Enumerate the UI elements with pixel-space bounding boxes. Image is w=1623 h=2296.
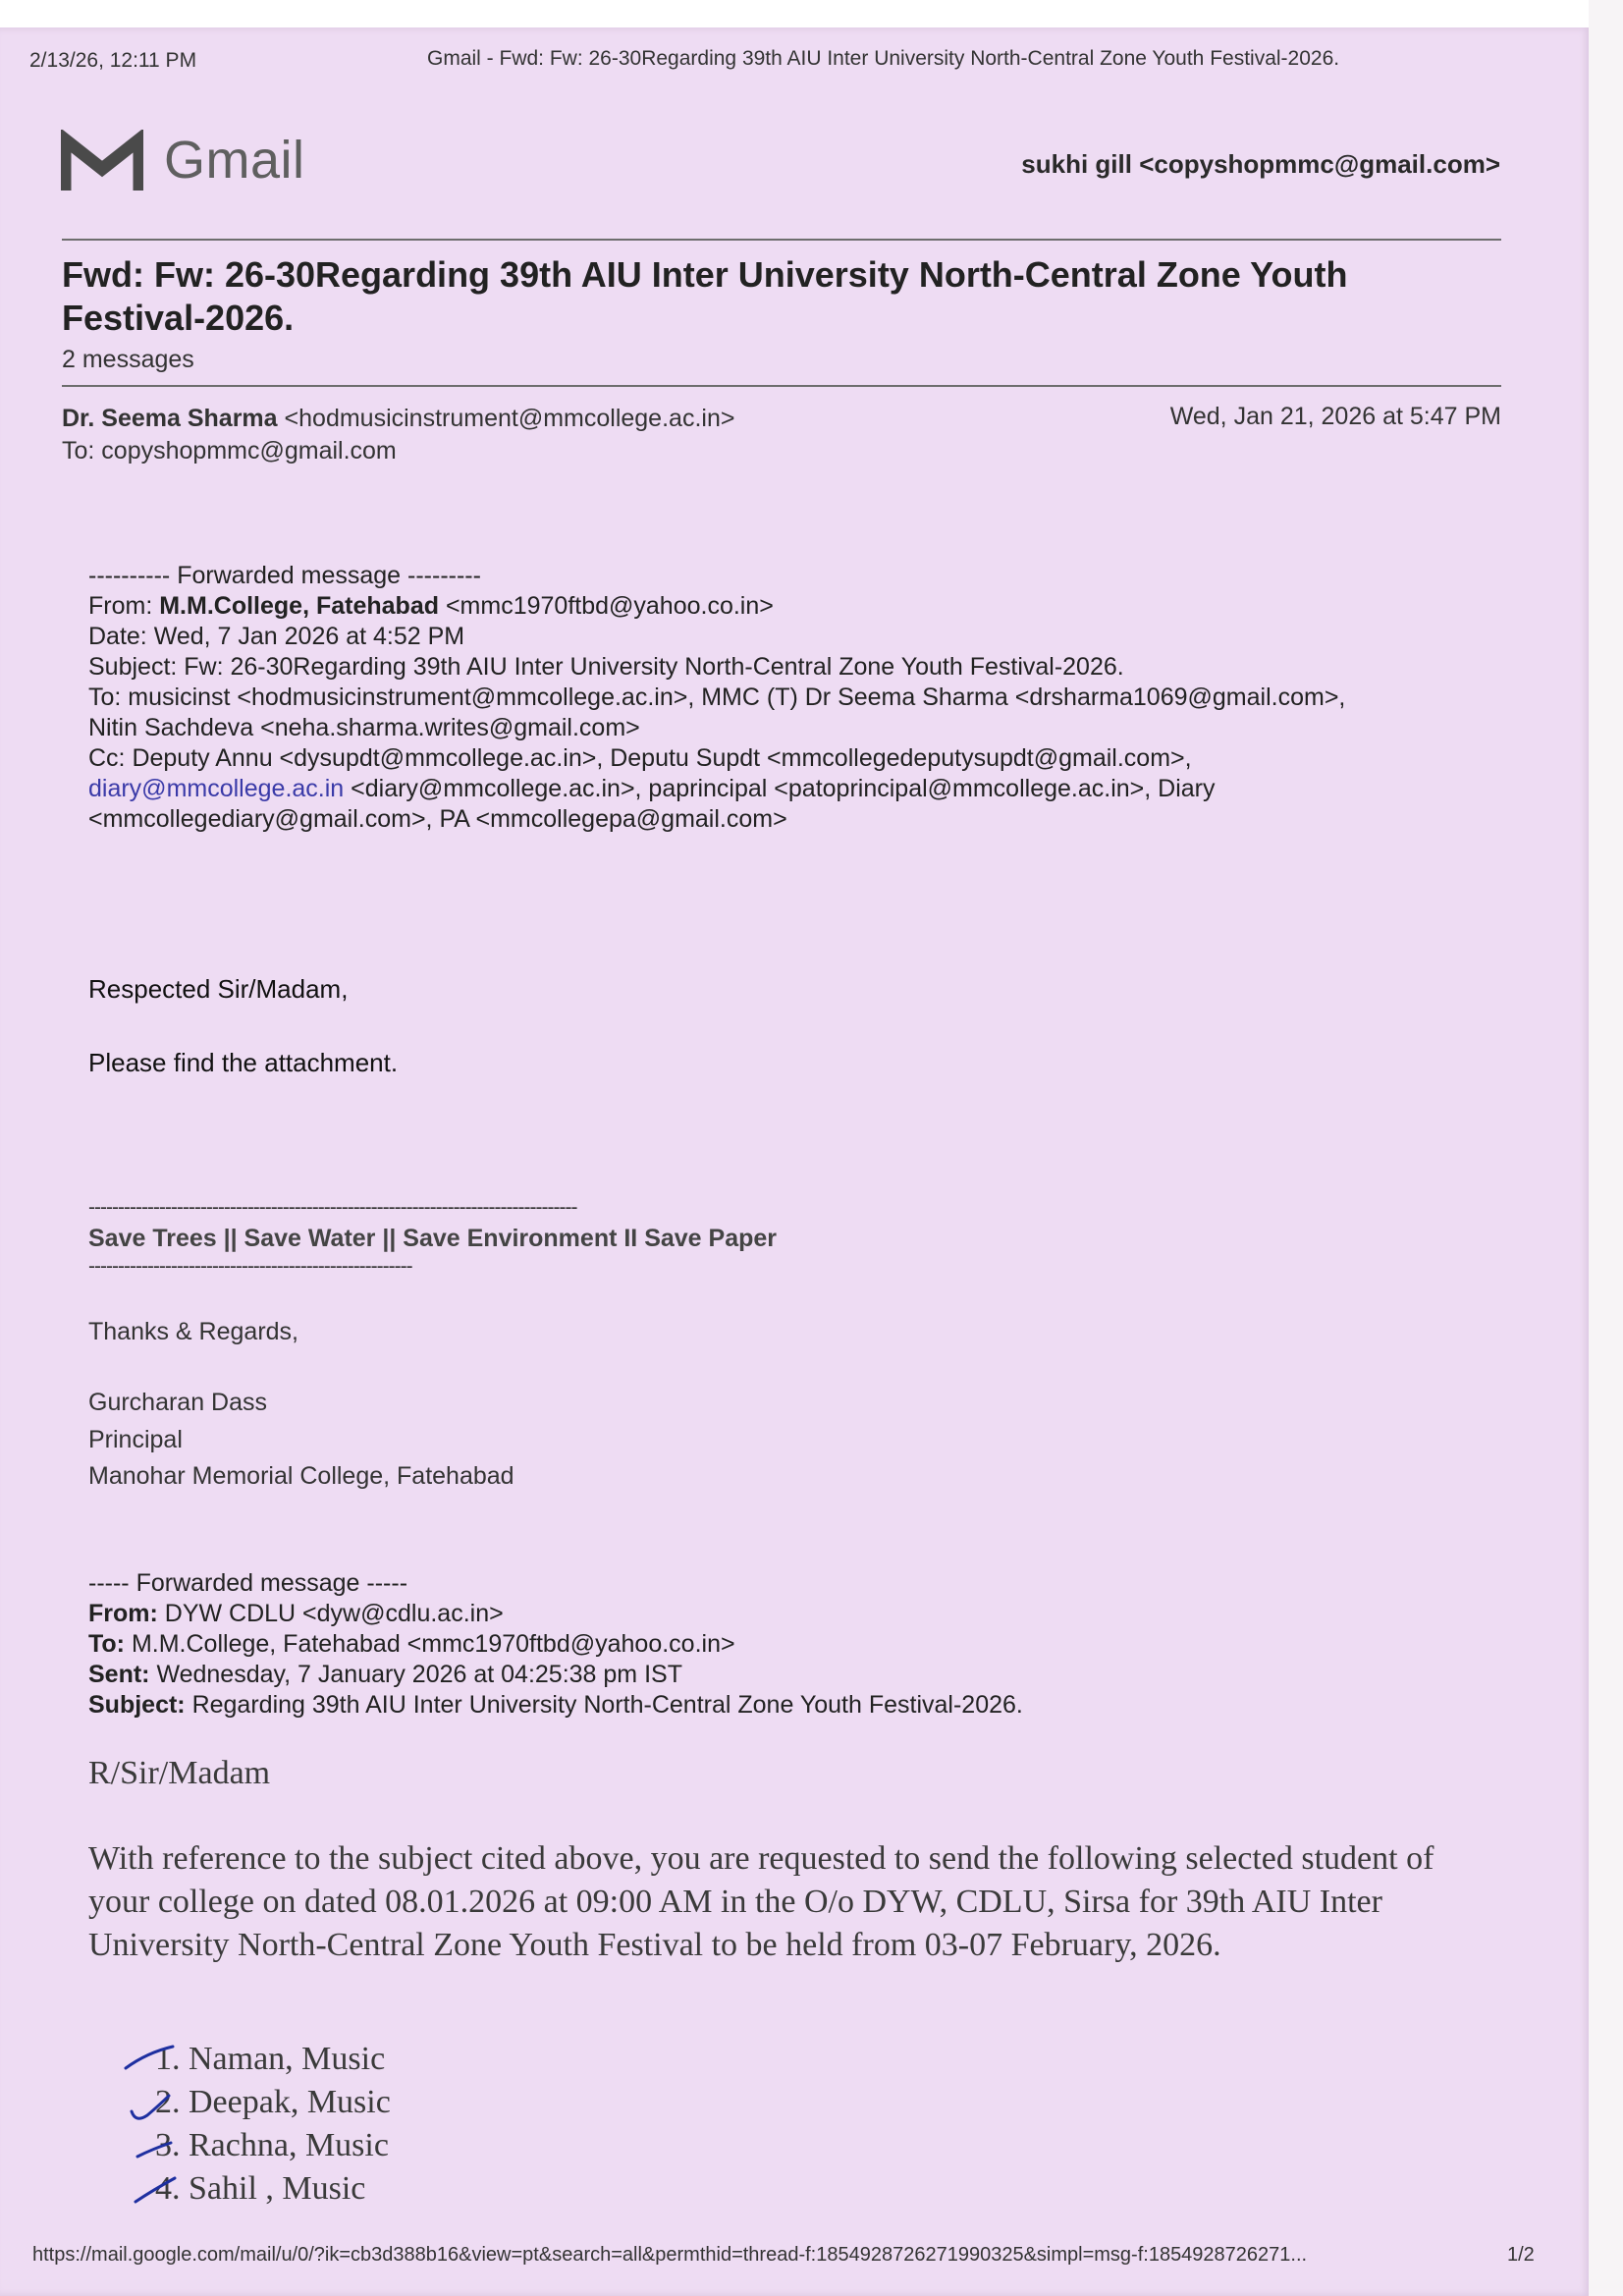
header-divider xyxy=(62,239,1501,241)
forward-from-name: M.M.College, Fatehabad xyxy=(159,592,439,620)
pen-check-marks xyxy=(118,2033,196,2229)
forwarded-block-1 xyxy=(88,561,1502,835)
forward2-sent: Sent: Wednesday, 7 January 2026 at 04:25:38 pm IST xyxy=(88,1661,682,1688)
student-item: 1. Naman, Music xyxy=(155,2041,386,2077)
sender-email: <hodmusicinstrument@mmcollege.ac.in> xyxy=(284,405,735,432)
forward-cc-2: diary@mmcollege.ac.in <diary@mmcollege.ac.in>, paprincipal <patoprincipal@mmcollege.ac.in>, Diary xyxy=(88,775,1216,802)
forward2-subject: Subject: Regarding 39th AIU Inter University North-Central Zone Youth Festival-2026. xyxy=(88,1691,1023,1719)
forward-date: Date: Wed, 7 Jan 2026 at 4:52 PM xyxy=(88,623,465,650)
student-item: 2. Deepak, Music xyxy=(155,2084,391,2120)
attachment-note: Please find the attachment. xyxy=(88,1048,399,1077)
forward-cc-3: <mmcollegediary@gmail.com>, PA <mmcollegepa@gmail.com> xyxy=(88,805,787,833)
sender-name: Dr. Seema Sharma xyxy=(62,405,278,432)
student-item: 3. Rachna, Music xyxy=(155,2127,389,2163)
forward-marker: ---------- Forwarded message --------- xyxy=(88,562,481,589)
gmail-wordmark: Gmail xyxy=(164,131,305,190)
forward2-from: From: DYW CDLU <dyw@cdlu.ac.in> xyxy=(88,1600,504,1627)
print-page-title: Gmail - Fwd: Fw: 26-30Regarding 39th AIU Inter University North-Central Zone Youth Festival-2026. xyxy=(427,47,1340,70)
account-identity: sukhi gill <copyshopmmc@gmail.com> xyxy=(1021,149,1500,179)
dash-rule-top: ----------------------------------------------------------------------------------- xyxy=(88,1196,577,1219)
scan-edge xyxy=(1589,0,1623,2296)
thanks-line: Thanks & Regards, xyxy=(88,1318,298,1345)
letter-paragraph: With reference to the subject cited above, you are requested to send the following selected student of your college on dated 08.01.2026 at 09:00 AM in the O/o DYW, CDLU, Sirsa for 39th AIU Inter University North-Central Zone Youth Festival to be held from 03-07 February, 2026. xyxy=(88,1840,1434,1963)
signature-org: Manohar Memorial College, Fatehabad xyxy=(88,1462,514,1490)
forward2-to: To: M.M.College, Fatehabad <mmc1970ftbd@yahoo.co.in> xyxy=(88,1630,735,1658)
thread-subject: Fwd: Fw: 26-30Regarding 39th AIU Inter University North-Central Zone Youth Festival-2026. xyxy=(62,254,1348,338)
forward-cc-1: Cc: Deputy Annu <dysupdt@mmcollege.ac.in>, Deputu Supdt <mmcollegedeputysupdt@gmail.com>, xyxy=(88,744,1192,772)
forward-subject: Subject: Fw: 26-30Regarding 39th AIU Inter University North-Central Zone Youth Festival-2026. xyxy=(88,653,1124,681)
message-count: 2 messages xyxy=(62,346,194,373)
sender-line xyxy=(62,405,734,433)
message-date: Wed, Jan 21, 2026 at 5:47 PM xyxy=(1169,403,1501,430)
print-page-number: 1/2 xyxy=(1507,2244,1535,2266)
student-item: 4. Sahil , Music xyxy=(155,2170,366,2207)
forward-from-email: <mmc1970ftbd@yahoo.co.in> xyxy=(445,592,774,620)
thread-divider xyxy=(62,385,1501,387)
dash-rule-bottom: ------------------------------------------------------- xyxy=(88,1255,412,1278)
print-url: https://mail.google.com/mail/u/0/?ik=cb3d388b16&view=pt&search=all&permthid=thread-f:1854928726271990325&simpl=msg-f:1854928726271... xyxy=(32,2244,1308,2266)
signature-name: Gurcharan Dass xyxy=(88,1389,268,1416)
forward-from: From: M.M.College, Fatehabad <mmc1970ftbd@yahoo.co.in> xyxy=(88,592,774,620)
letter-salutation: R/Sir/Madam xyxy=(88,1755,271,1791)
forward-to-1: To: musicinst <hodmusicinstrument@mmcollege.ac.in>, MMC (T) Dr Seema Sharma <drsharma1069@gmail.com>, xyxy=(88,683,1346,711)
forward-to-2: Nitin Sachdeva <neha.sharma.writes@gmail.com> xyxy=(88,714,640,741)
forward2-marker: ----- Forwarded message ----- xyxy=(88,1569,408,1597)
forwarded-block-2 xyxy=(88,1568,1502,1721)
diary-email-link[interactable]: diary@mmcollege.ac.in xyxy=(88,775,345,802)
recipient-line: To: copyshopmmc@gmail.com xyxy=(62,437,397,465)
greeting: Respected Sir/Madam, xyxy=(88,974,349,1004)
print-datetime: 2/13/26, 12:11 PM xyxy=(29,49,197,72)
signature-title: Principal xyxy=(88,1426,183,1453)
gmail-logo-icon xyxy=(61,130,143,192)
eco-slogan: Save Trees || Save Water || Save Environment II Save Paper xyxy=(88,1225,778,1252)
